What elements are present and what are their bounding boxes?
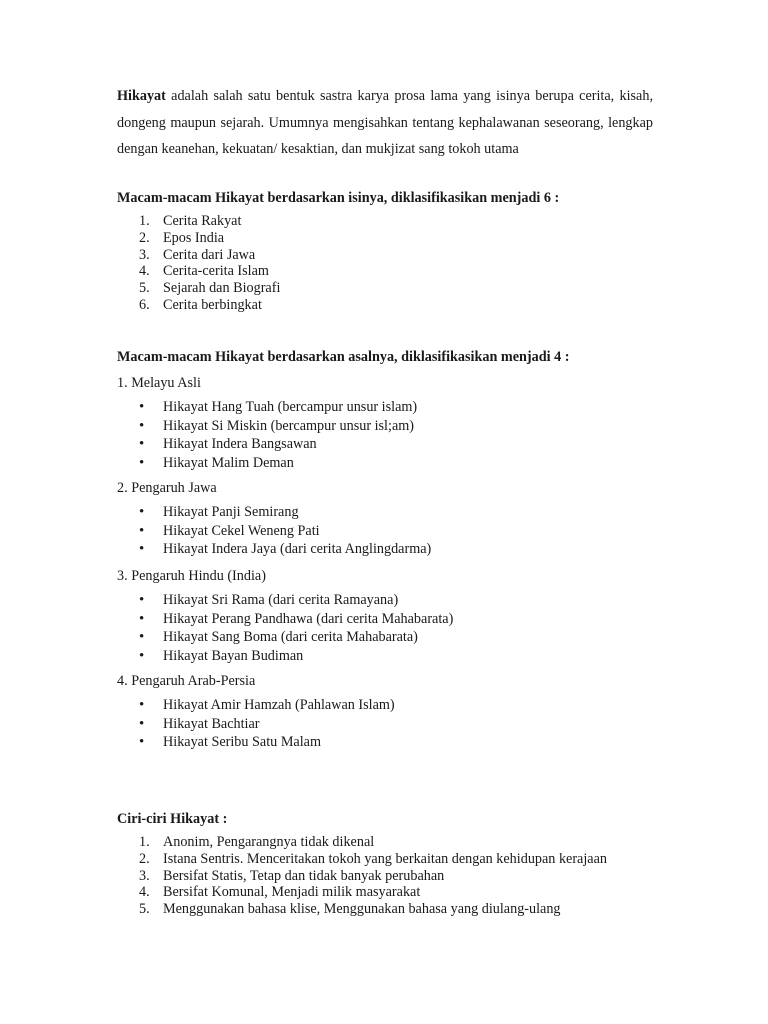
list-item: 2. Epos India: [139, 229, 225, 246]
list-item: • Hikayat Amir Hamzah (Pahlawan Islam): [163, 696, 395, 715]
list-item: • Hikayat Bayan Budiman: [163, 647, 453, 666]
list-item: • Hikayat Hang Tuah (bercampur unsur islam): [163, 398, 417, 417]
list-item: 5. Sejarah dan Biografi: [139, 280, 281, 297]
intro-paragraph: [117, 83, 653, 163]
group-title-arab: 4. Pengaruh Arab-Persia: [117, 673, 256, 689]
list-hindu: [163, 591, 453, 665]
heading-ciri: Ciri-ciri Hikayat :: [117, 811, 228, 827]
list-jawa: [163, 503, 431, 559]
list-item: • Hikayat Si Miskin (bercampur unsur isl;am): [163, 417, 417, 436]
list-item: • Hikayat Malim Deman: [163, 454, 417, 473]
list-item: • Hikayat Cekel Weneng Pati: [163, 522, 431, 541]
list-item: • Hikayat Seribu Satu Malam: [163, 733, 395, 752]
heading-asal: Macam-macam Hikayat berdasarkan asalnya, diklasifikasikan menjadi 4 :: [117, 349, 570, 365]
heading-isi: Macam-macam Hikayat berdasarkan isinya, diklasifikasikan menjadi 6 :: [117, 190, 560, 206]
list-ciri: [139, 834, 607, 918]
list-item: 2. Istana Sentris. Menceritakan tokoh yang berkaitan dengan kehidupan kerajaan: [139, 850, 607, 867]
list-item: • Hikayat Indera Jaya (dari cerita Anglingdarma): [163, 540, 431, 559]
list-item: 1. Cerita Rakyat: [139, 213, 242, 229]
group-title-hindu: 3. Pengaruh Hindu (India): [117, 568, 266, 584]
intro-bold-term: Hikayat: [117, 88, 166, 104]
list-melayu: [163, 398, 417, 472]
group-title-melayu: 1. Melayu Asli: [117, 375, 201, 391]
list-item: 3. Cerita dari Jawa: [139, 246, 256, 263]
list-item: 4. Cerita-cerita Islam: [139, 263, 269, 280]
list-item: 1. Anonim, Pengarangnya tidak dikenal: [139, 834, 375, 850]
list-item: • Hikayat Bachtiar: [163, 715, 395, 734]
list-item: 3. Bersifat Statis, Tetap dan tidak banyak perubahan: [139, 867, 445, 884]
list-item: • Hikayat Indera Bangsawan: [163, 435, 417, 454]
list-item: • Hikayat Panji Semirang: [163, 503, 431, 522]
group-title-jawa: 2. Pengaruh Jawa: [117, 480, 217, 496]
list-item: 4. Bersifat Komunal, Menjadi milik masyarakat: [139, 884, 421, 901]
list-item: 5. Menggunakan bahasa klise, Menggunakan bahasa yang diulang-ulang: [139, 901, 561, 918]
list-item: 6. Cerita berbingkat: [139, 296, 262, 313]
intro-text: adalah salah satu bentuk sastra karya prosa lama yang isinya berupa cerita, kisah, dongeng maupun sejarah. Umumnya mengisahkan tentang kephalawanan seseorang, lengkap dengan keanehan, kekuatan/ kesaktian, dan mukjizat sang tokoh utama: [117, 88, 653, 157]
list-item: • Hikayat Sang Boma (dari cerita Mahabarata): [163, 628, 453, 647]
list-item: • Hikayat Perang Pandhawa (dari cerita Mahabarata): [163, 610, 453, 629]
list-arab: [163, 696, 395, 752]
list-item: • Hikayat Sri Rama (dari cerita Ramayana): [163, 591, 453, 610]
list-isi: [139, 213, 281, 314]
